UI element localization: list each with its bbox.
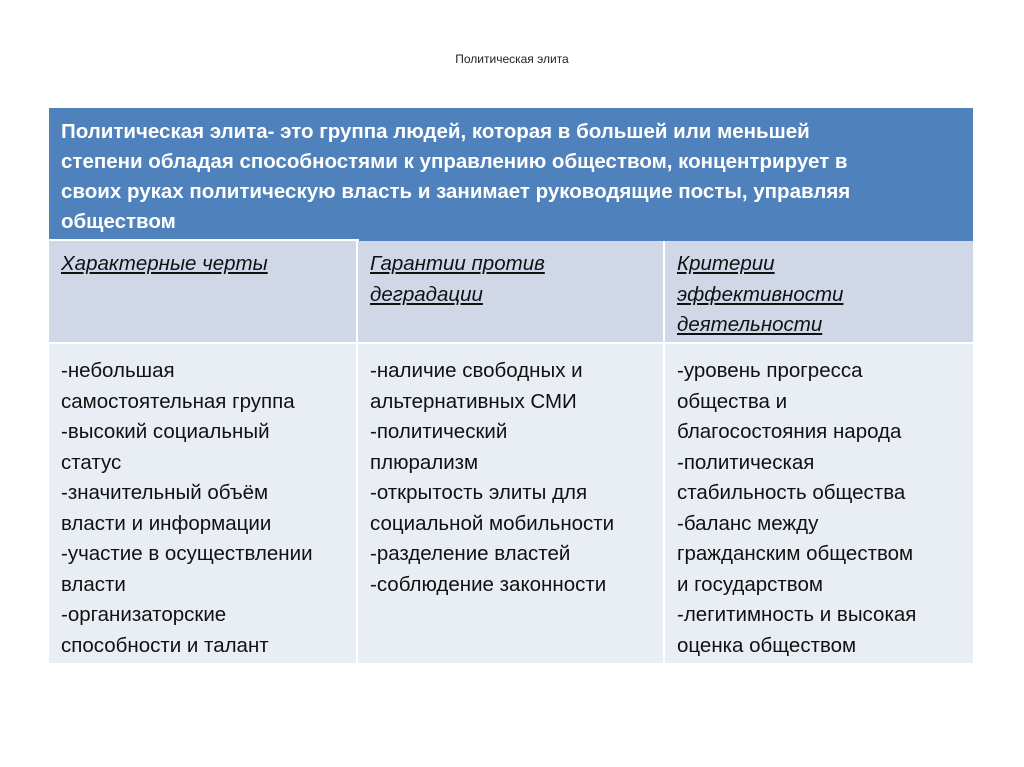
table-item-line: -политический	[370, 420, 508, 443]
table-item-line: альтернативных СМИ	[370, 389, 577, 413]
column-body-criteria	[665, 344, 973, 663]
column-header-text: деятельности	[677, 313, 823, 336]
definition-line: своих руках политическую власть и занимает руководящие посты, управляя	[61, 180, 851, 203]
column-body-guarantees	[358, 344, 665, 663]
table-item-line: общества и	[677, 389, 788, 413]
column-header-text: Гарантии против	[370, 252, 545, 275]
table-item-line: оценка обществом	[677, 633, 857, 657]
table-item-line: способности и талант	[61, 633, 269, 657]
table-item-line: стабильность общества	[677, 481, 906, 504]
column-header-characteristics	[49, 241, 358, 344]
table-item-line: самостоятельная группа	[61, 389, 295, 413]
table-item-line: гражданским обществом	[677, 542, 914, 565]
table-item-line: власти и информации	[61, 511, 272, 535]
table-item-line: -баланс между	[677, 511, 819, 535]
elite-table	[49, 241, 973, 663]
column-header-text: Характерные черты	[61, 252, 268, 275]
definition-line: Политическая элита- это группа людей, которая в большей или меньшей	[61, 120, 810, 143]
table-item-line: -политическая	[677, 450, 815, 474]
column-header-criteria	[665, 241, 973, 344]
table-item-line: статус	[61, 450, 122, 474]
column-body-characteristics	[49, 344, 358, 663]
table-item-line: благосостояния народа	[677, 420, 902, 443]
table-item-line: власти	[61, 572, 126, 596]
column-header-text: эффективности	[677, 282, 844, 306]
table-item-line: и государством	[677, 572, 823, 596]
table-item-line: -соблюдение законности	[370, 572, 607, 596]
table-item-line: -участие в осуществлении	[61, 542, 313, 565]
table-item-line: социальной мобильности	[370, 511, 615, 535]
definition-line: степени обладая способностями к управлению обществом, концентрирует в	[61, 150, 848, 173]
table-item-line: -небольшая	[61, 359, 175, 382]
column-header-guarantees	[358, 241, 665, 344]
table-item-line: -открытость элиты для	[370, 481, 588, 504]
table-item-line: -организаторские	[61, 603, 227, 626]
table-item-line: -наличие свободных и	[370, 359, 583, 382]
table-item-line: -высокий социальный	[61, 420, 270, 443]
column-header-text: Критерии	[677, 252, 775, 275]
column-header-text: деградации	[370, 282, 483, 306]
table-item-line: -легитимность и высокая	[677, 603, 917, 626]
definition-banner	[49, 108, 973, 241]
slide-title: Политическая элита	[455, 52, 569, 66]
definition-line: обществом	[61, 210, 176, 233]
table-item-line: -разделение властей	[370, 542, 571, 565]
table-item-line: -уровень прогресса	[677, 359, 863, 382]
table-item-line: -значительный объём	[61, 481, 269, 504]
table-item-line: плюрализм	[370, 450, 479, 474]
